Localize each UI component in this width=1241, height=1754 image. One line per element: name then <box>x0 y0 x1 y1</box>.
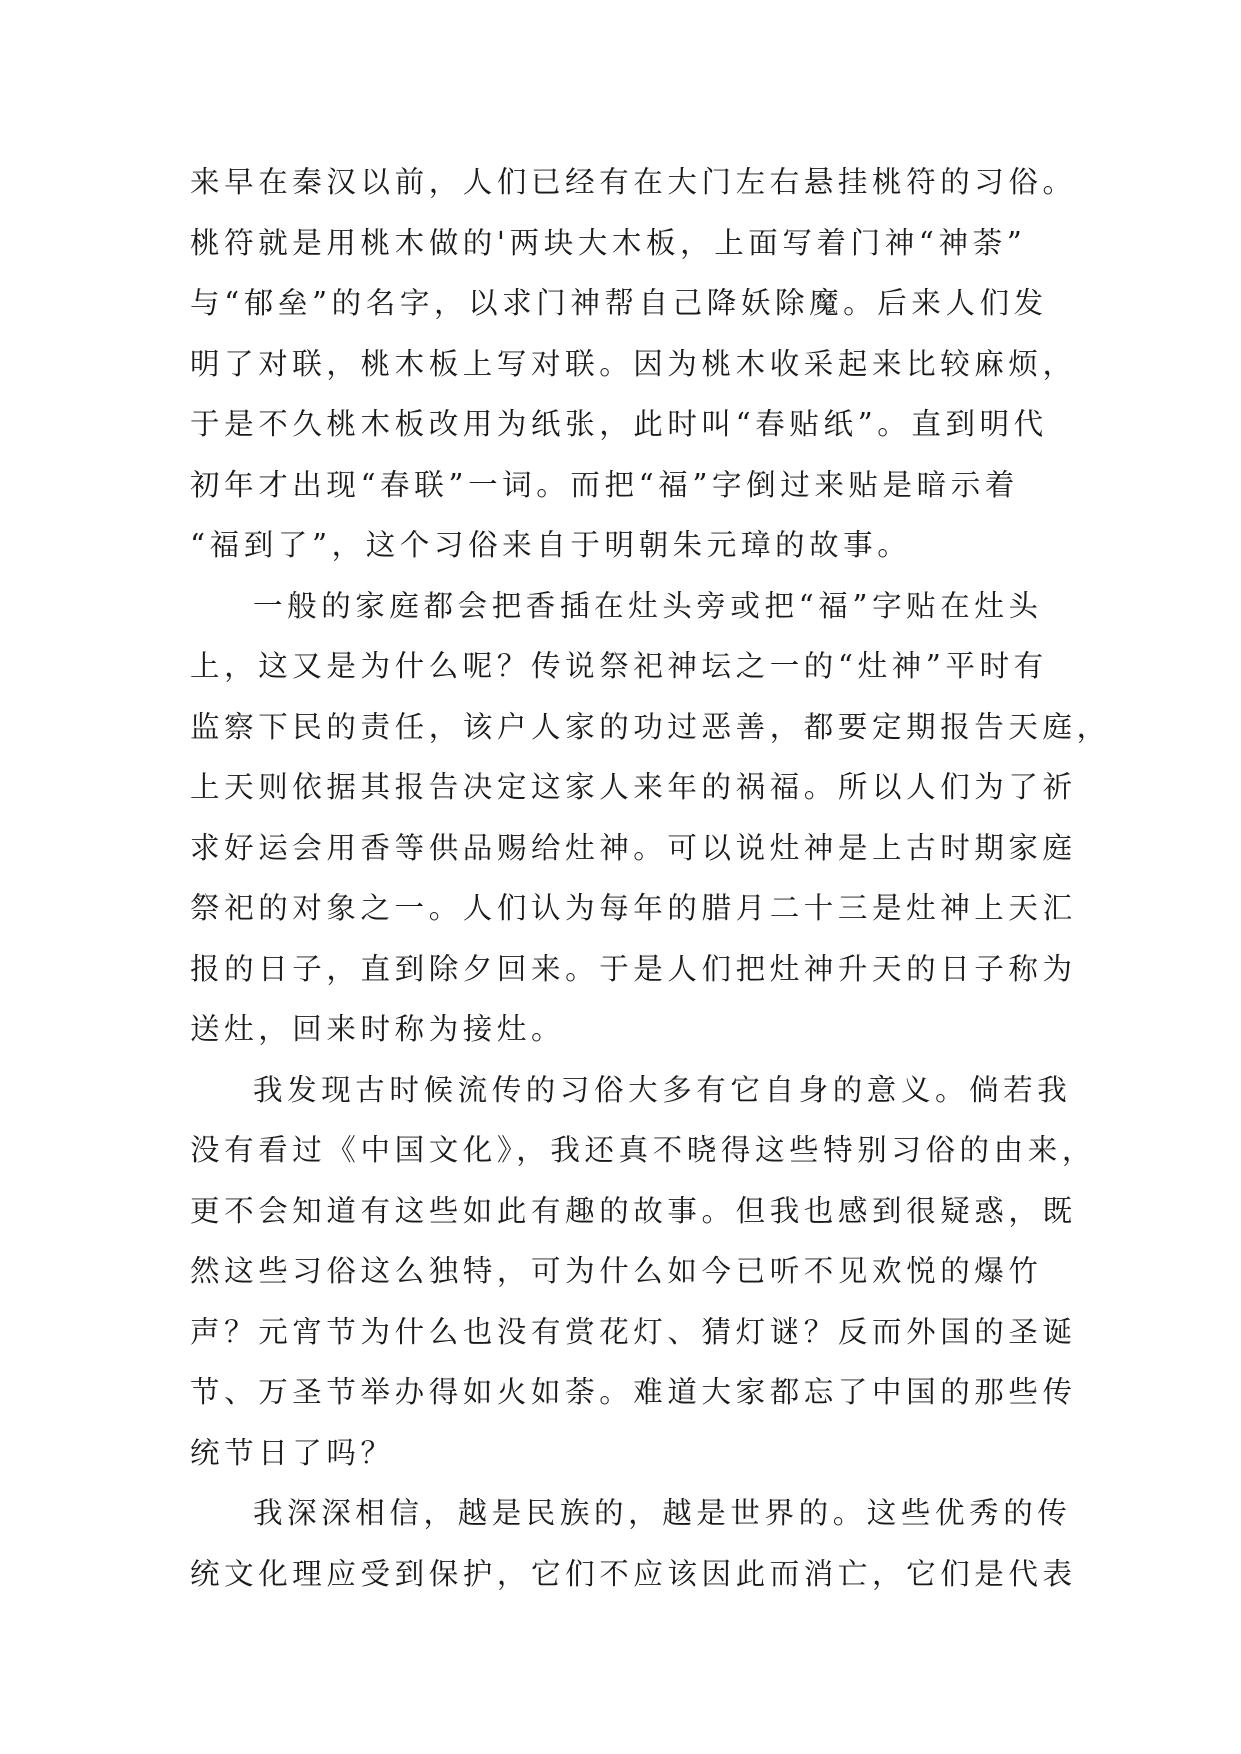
text-line: 声？元宵节为什么也没有赏花灯、猜灯谜？反而外国的圣诞 <box>190 1314 1077 1349</box>
paragraph-1 <box>190 152 1077 576</box>
text-line: 送灶，回来时称为接灶。 <box>190 1012 566 1046</box>
text-line: 监察下民的责任，该户人家的功过恶善，都要定期报告天庭， <box>190 709 1111 744</box>
text-line: “福到了”，这个习俗来自于明朝朱元璋的故事。 <box>190 528 912 562</box>
text-line: 然这些习俗这么独特，可为什么如今已听不见欢悦的爆竹 <box>190 1254 1043 1288</box>
text-line: 一般的家庭都会把香插在灶头旁或把“福”字贴在灶头 <box>253 588 1043 623</box>
text-line: 节、万圣节举办得如火如荼。难道大家都忘了中国的那些传 <box>190 1375 1077 1409</box>
text-line: 上，这又是为什么呢？传说祭祀神坛之一的“灶神”平时有 <box>190 649 1048 683</box>
text-line: 于是不久桃木板改用为纸张，此时叫“春贴纸”。直到明代 <box>190 407 1048 441</box>
document-body <box>190 152 1111 1604</box>
text-line: 统节日了吗？ <box>190 1435 395 1470</box>
paragraph-3 <box>190 1060 1096 1484</box>
text-line: 上天则依据其报告决定这家人来年的祸福。所以人们为了祈 <box>190 770 1077 804</box>
text-line: 明了对联，桃木板上写对联。因为桃木收采起来比较麻烦， <box>190 346 1077 381</box>
text-line: 与“郁垒”的名字，以求门神帮自己降妖除魔。后来人们发 <box>190 286 1048 320</box>
text-line: 求好运会用香等供品赐给灶神。可以说灶神是上古时期家庭 <box>190 830 1077 865</box>
text-line: 我深深相信，越是民族的，越是世界的。这些优秀的传 <box>253 1496 1072 1530</box>
text-line: 来早在秦汉以前，人们已经有在大门左右悬挂桃符的习俗。 <box>190 165 1077 199</box>
text-line: 没有看过《中国文化》，我还真不晓得这些特别习俗的由来， <box>190 1133 1096 1167</box>
text-line: 桃符就是用桃木做的'两块大木板，上面写着门神“神荼” <box>190 225 1027 260</box>
text-line: 更不会知道有这些如此有趣的故事。但我也感到很疑惑，既 <box>190 1193 1077 1228</box>
text-line: 祭祀的对象之一。人们认为每年的腊月二十三是灶神上天汇 <box>190 891 1077 925</box>
paragraph-2 <box>190 576 1111 1060</box>
text-line: 统文化理应受到保护，它们不应该因此而消亡，它们是代表 <box>190 1556 1077 1591</box>
text-line: 我发现古时候流传的习俗大多有它自身的意义。倘若我 <box>253 1072 1072 1107</box>
paragraph-4 <box>190 1483 1077 1604</box>
text-line: 初年才出现“春联”一词。而把“福”字倒过来贴是暗示着 <box>190 467 1019 502</box>
text-line: 报的日子，直到除夕回来。于是人们把灶神升天的日子称为 <box>190 951 1077 986</box>
